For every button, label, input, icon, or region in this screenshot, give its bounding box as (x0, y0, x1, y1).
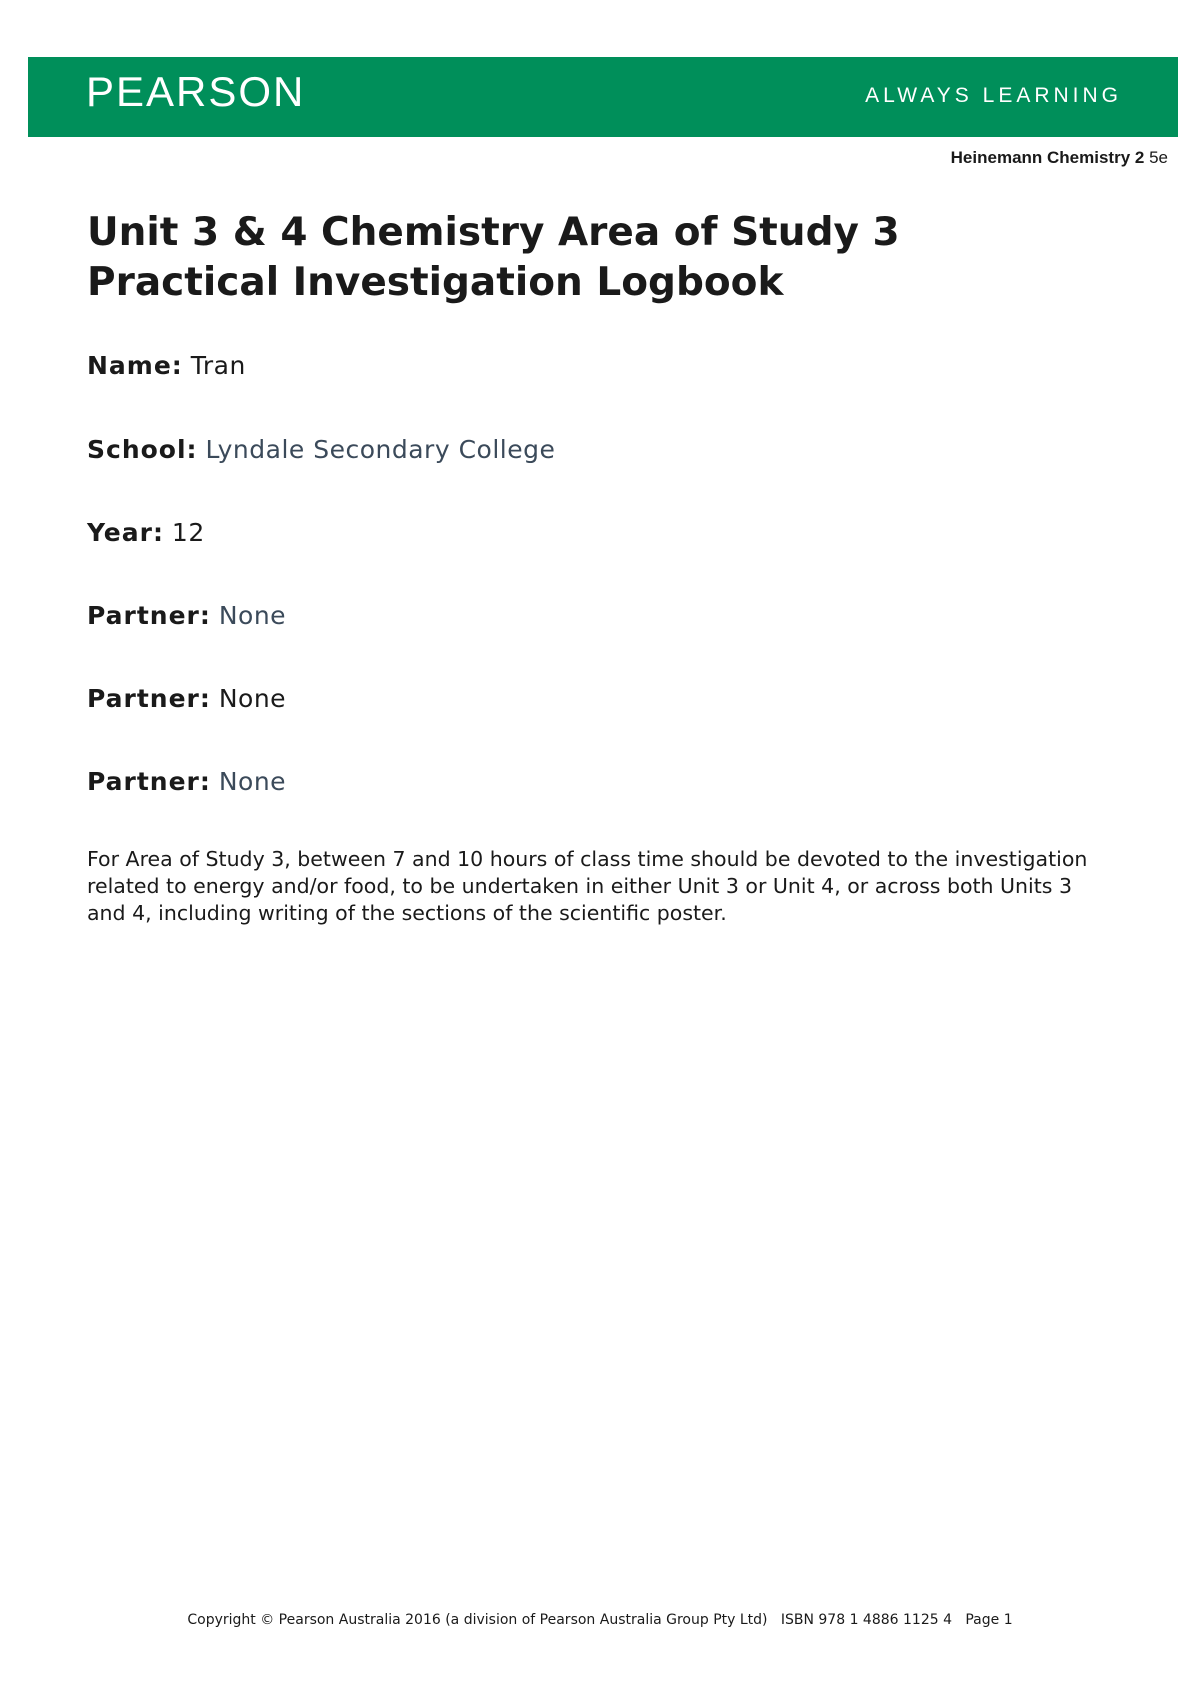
page-title-line-2: Practical Investigation Logbook (87, 260, 784, 305)
partner-value-1: None (218, 601, 287, 630)
book-edition: 5e (1149, 148, 1168, 167)
partner-label-3: Partner: (87, 767, 211, 796)
intro-paragraph: For Area of Study 3, between 7 and 10 hours of class time should be devoted to the investigation related to energy and/or food, to be undertaken in either Unit 3 or Unit 4, or across both Units 3 and 4, including writing of the sections of the scientific poster. (87, 847, 1088, 925)
year-field (87, 517, 205, 549)
pearson-banner (28, 57, 1178, 137)
partner-value-2: None (218, 684, 287, 713)
partner-label-1: Partner: (87, 601, 211, 630)
footer-isbn: ISBN 978 1 4886 1125 4 (780, 1612, 952, 1628)
pearson-logo: PEARSON (86, 68, 306, 115)
page-footer (0, 1612, 1200, 1628)
school-label: School: (87, 435, 198, 464)
name-label: Name: (87, 351, 183, 380)
year-label: Year: (87, 518, 164, 547)
partner-field-3 (87, 766, 286, 798)
year-value: 12 (171, 518, 205, 547)
book-title: Heinemann Chemistry 2 (950, 148, 1145, 167)
partner-label-2: Partner: (87, 684, 211, 713)
partner-field-2 (87, 683, 286, 715)
book-reference (951, 148, 1168, 168)
school-field (87, 434, 555, 466)
partner-field-1 (87, 600, 286, 632)
partner-value-3: None (218, 767, 287, 796)
page-title (87, 208, 1127, 308)
footer-page-number: Page 1 (965, 1612, 1013, 1628)
school-value: Lyndale Secondary College (205, 435, 556, 464)
footer-copyright: Copyright © Pearson Australia 2016 (a division of Pearson Australia Group Pty Ltd) (187, 1612, 768, 1628)
name-field (87, 350, 246, 382)
tagline: ALWAYS LEARNING (865, 84, 1122, 107)
page-title-line-1: Unit 3 & 4 Chemistry Area of Study 3 (87, 210, 900, 255)
name-value: Tran (190, 351, 246, 380)
